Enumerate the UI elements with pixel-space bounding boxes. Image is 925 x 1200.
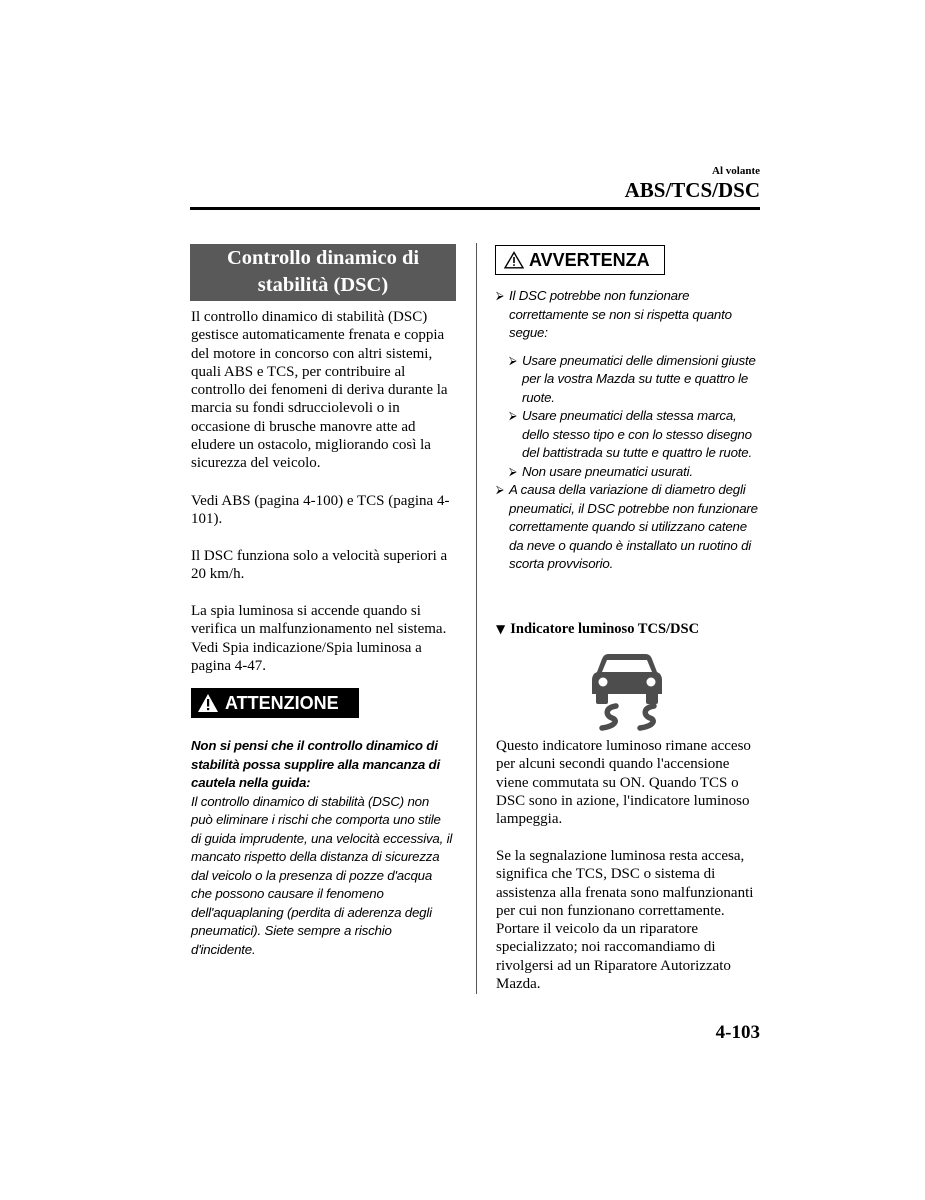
triangle-down-icon: ▼ (496, 622, 506, 636)
arrowhead-bullet-icon: ⮚ (509, 353, 517, 367)
column-separator (476, 243, 477, 994)
warning-label-box (495, 245, 665, 275)
warning-sub-item-text: Non usare pneumatici usurati. (522, 463, 693, 479)
caution-content (191, 737, 453, 959)
warning-item (496, 481, 764, 574)
header-rule (190, 207, 760, 210)
caution-text: Il controllo dinamico di stabilità (DSC) non può eliminare i rischi che comporta uno stile di guida imprudente, una velocità eccessiva, il mancato rispetto della distanza di sicurezza dal veicolo o la presenza di pozze d'acqua che possono causare il fenomeno dell'aquaplaning (perdita di aderenza degli pneumatici). Siete sempre a rischio d'incidente. (191, 793, 453, 957)
dsc-warning-light-paragraph: La spia luminosa si accende quando si verifica un malfunzionamento nel sistema. Vedi Spia indicazione/Spia luminosa a pagina 4-47. (191, 603, 447, 674)
indicator-heading (496, 621, 699, 638)
warning-sub-item (509, 463, 764, 482)
warning-triangle-icon (197, 693, 219, 713)
warning-sub-item (509, 352, 764, 408)
dsc-speed-paragraph: Il DSC funziona solo a velocità superiori a 20 km/h. (191, 548, 448, 583)
dsc-reference-paragraph: Vedi ABS (pagina 4-100) e TCS (pagina 4-101). (191, 493, 450, 528)
arrowhead-bullet-icon: ⮚ (496, 483, 504, 496)
indicator-paragraph-2: Se la segnalazione luminosa resta accesa, significa che TCS, DSC o sistema di assistenza alla frenata sono malfunzionanti per cui non funzionano correttamente. Portare il veicolo da un riparatore specializzato; noi raccomandiamo di rivolgersi ad un Riparatore Autorizzato Mazda. (496, 848, 754, 993)
warning-label: AVVERTENZA (529, 249, 650, 270)
dsc-intro-paragraph: Il controllo dinamico di stabilità (DSC) gestisce automaticamente frenata e coppia del motore in concorso con altri sistemi, quali ABS e TCS, per contribuire al controllo dei fenomeni di deriva durante la marcia su fondi sdrucciolevoli o in occasione di brusche manovre atte ad eludere un ostacolo, migliorando così la sicurezza del veicolo. (191, 309, 448, 472)
skidding-car-icon (588, 650, 666, 732)
arrowhead-bullet-icon: ⮚ (509, 464, 517, 478)
dsc-title-line2: stabilità (DSC) (257, 274, 389, 296)
warning-item-text: A causa della variazione di diametro degli pneumatici, il DSC potrebbe non funzionare correttamente quando si utilizzano catene da neve o quando è installato un ruotino di scorta provvisorio. (509, 482, 758, 571)
section-title: ABS/TCS/DSC (624, 178, 760, 202)
warning-sub-item-text: Usare pneumatici delle dimensioni giuste per la vostra Mazda su tutte e quattro le ruote. (522, 352, 756, 405)
chapter-label: Al volante (712, 165, 760, 177)
indicator-heading-text: Indicatore luminoso TCS/DSC (510, 621, 700, 637)
caution-bold-text: Non si pensi che il controllo dinamico di stabilità possa supplire alla mancanza di cautela nella guida: (191, 738, 440, 790)
warning-sub-item (509, 407, 764, 463)
arrowhead-bullet-icon: ⮚ (496, 289, 504, 302)
warning-content (496, 287, 764, 574)
warning-item (496, 287, 764, 343)
indicator-paragraph-1: Questo indicatore luminoso rimane acceso per alcuni secondi quando l'accensione viene commutata su ON. Quando TCS o DSC sono in azione, l'indicatore luminoso lampeggia. (496, 738, 751, 828)
caution-label-box (191, 688, 359, 718)
arrowhead-bullet-icon: ⮚ (509, 409, 517, 422)
caution-label: ATTENZIONE (225, 692, 339, 713)
warning-sub-item-text: Usare pneumatici della stessa marca, dello stesso tipo e con lo stesso disegno del battistrada su tutte e quattro le ruote. (522, 408, 752, 460)
dsc-title-line1: Controllo dinamico di (226, 247, 420, 269)
warning-triangle-outline-icon (504, 251, 524, 269)
dsc-title-box (190, 244, 456, 301)
page-number: 4-103 (715, 1022, 760, 1043)
warning-item-text: Il DSC potrebbe non funzionare correttamente se non si rispetta quanto segue: (509, 288, 732, 340)
